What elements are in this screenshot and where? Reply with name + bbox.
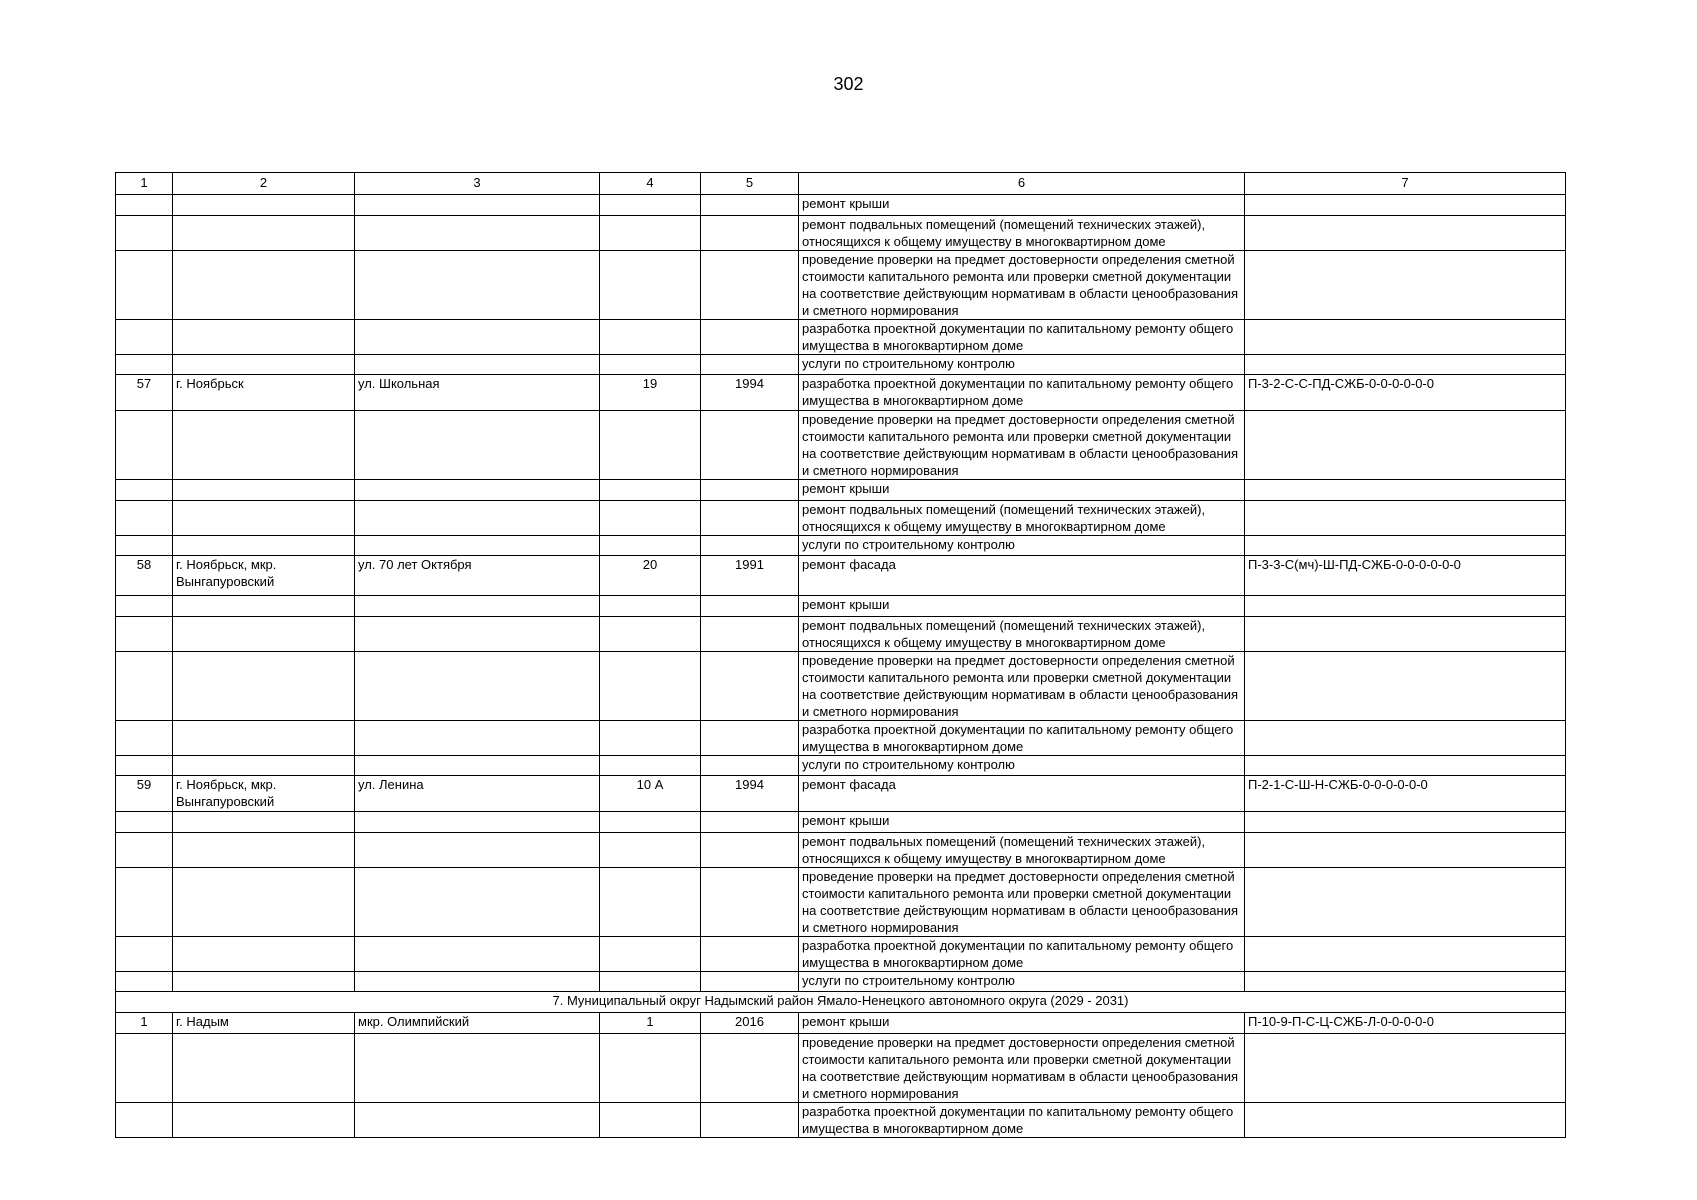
building-code-cell xyxy=(1245,355,1566,375)
house-number-cell xyxy=(600,833,701,868)
capital-repair-table xyxy=(115,172,1566,1138)
building-code-cell xyxy=(1245,1103,1566,1138)
house-number-cell xyxy=(600,251,701,320)
table-row xyxy=(116,756,1566,776)
house-number-cell xyxy=(600,868,701,937)
street-cell xyxy=(355,320,600,355)
house-number-cell xyxy=(600,756,701,776)
street-cell xyxy=(355,501,600,536)
locality-cell xyxy=(173,1103,355,1138)
year-built-cell xyxy=(701,501,799,536)
year-built-cell xyxy=(701,536,799,556)
row-number-cell: 1 xyxy=(116,1013,173,1034)
row-number-cell xyxy=(116,195,173,216)
row-number-cell xyxy=(116,1103,173,1138)
year-built-cell xyxy=(701,833,799,868)
locality-cell xyxy=(173,617,355,652)
work-type-cell: проведение проверки на предмет достоверности определения сметной стоимости капитального ремонта или проверки сметной документации на соответствие действующим нормативам в области ценообразования и сметного нормирования xyxy=(799,652,1245,721)
year-built-cell xyxy=(701,972,799,992)
row-number-cell xyxy=(116,868,173,937)
year-built-cell xyxy=(701,812,799,833)
locality-cell: г. Ноябрьск, мкр. Вынгапуровский xyxy=(173,776,355,812)
work-type-cell: разработка проектной документации по капитальному ремонту общего имущества в многоквартирном доме xyxy=(799,937,1245,972)
house-number-cell xyxy=(600,320,701,355)
row-number-cell xyxy=(116,596,173,617)
year-built-cell xyxy=(701,355,799,375)
table-row xyxy=(116,1013,1566,1034)
street-cell xyxy=(355,812,600,833)
street-cell xyxy=(355,1034,600,1103)
locality-cell xyxy=(173,320,355,355)
year-built-cell: 1994 xyxy=(701,375,799,411)
row-number-cell: 57 xyxy=(116,375,173,411)
page-number: 302 xyxy=(833,74,864,94)
locality-cell xyxy=(173,480,355,501)
house-number-cell: 19 xyxy=(600,375,701,411)
table-row xyxy=(116,868,1566,937)
year-built-cell xyxy=(701,868,799,937)
row-number-cell xyxy=(116,1034,173,1103)
house-number-cell xyxy=(600,937,701,972)
table-row xyxy=(116,216,1566,251)
house-number-cell xyxy=(600,1103,701,1138)
column-number-header: 4 xyxy=(600,173,701,195)
table-row xyxy=(116,355,1566,375)
building-code-cell: П-3-3-С(мч)-Ш-ПД-СЖБ-0-0-0-0-0-0 xyxy=(1245,556,1566,596)
column-number-header: 3 xyxy=(355,173,600,195)
year-built-cell xyxy=(701,216,799,251)
building-code-cell xyxy=(1245,480,1566,501)
table-row xyxy=(116,536,1566,556)
building-code-cell xyxy=(1245,596,1566,617)
locality-cell xyxy=(173,833,355,868)
street-cell xyxy=(355,355,600,375)
row-number-cell xyxy=(116,617,173,652)
street-cell xyxy=(355,195,600,216)
work-type-cell: проведение проверки на предмет достоверности определения сметной стоимости капитального ремонта или проверки сметной документации на соответствие действующим нормативам в области ценообразования и сметного нормирования xyxy=(799,868,1245,937)
column-number-header: 6 xyxy=(799,173,1245,195)
locality-cell: г. Ноябрьск xyxy=(173,375,355,411)
house-number-cell: 20 xyxy=(600,556,701,596)
row-number-cell xyxy=(116,355,173,375)
locality-cell xyxy=(173,972,355,992)
table-row xyxy=(116,596,1566,617)
building-code-cell xyxy=(1245,501,1566,536)
locality-cell xyxy=(173,355,355,375)
work-type-cell: проведение проверки на предмет достоверности определения сметной стоимости капитального ремонта или проверки сметной документации на соответствие действующим нормативам в области ценообразования и сметного нормирования xyxy=(799,411,1245,480)
locality-cell xyxy=(173,536,355,556)
year-built-cell: 1991 xyxy=(701,556,799,596)
street-cell: ул. Школьная xyxy=(355,375,600,411)
row-number-cell xyxy=(116,411,173,480)
section-title: 7. Муниципальный округ Надымский район Ямало-Ненецкого автономного округа (2029 - 2031) xyxy=(116,992,1566,1013)
house-number-cell xyxy=(600,355,701,375)
row-number-cell xyxy=(116,652,173,721)
building-code-cell xyxy=(1245,812,1566,833)
row-number-cell xyxy=(116,536,173,556)
locality-cell xyxy=(173,652,355,721)
year-built-cell xyxy=(701,411,799,480)
table-row xyxy=(116,320,1566,355)
street-cell xyxy=(355,480,600,501)
work-type-cell: разработка проектной документации по капитальному ремонту общего имущества в многоквартирном доме xyxy=(799,375,1245,411)
column-number-header-row xyxy=(116,173,1566,195)
column-number-header: 5 xyxy=(701,173,799,195)
work-type-cell: разработка проектной документации по капитальному ремонту общего имущества в многоквартирном доме xyxy=(799,1103,1245,1138)
street-cell: ул. Ленина xyxy=(355,776,600,812)
row-number-cell xyxy=(116,833,173,868)
locality-cell: г. Ноябрьск, мкр. Вынгапуровский xyxy=(173,556,355,596)
locality-cell xyxy=(173,756,355,776)
work-type-cell: услуги по строительному контролю xyxy=(799,972,1245,992)
year-built-cell xyxy=(701,1034,799,1103)
building-code-cell xyxy=(1245,195,1566,216)
column-number-header: 7 xyxy=(1245,173,1566,195)
table-row xyxy=(116,1034,1566,1103)
building-code-cell: П-3-2-С-С-ПД-СЖБ-0-0-0-0-0-0 xyxy=(1245,375,1566,411)
work-type-cell: услуги по строительному контролю xyxy=(799,536,1245,556)
year-built-cell xyxy=(701,320,799,355)
street-cell xyxy=(355,833,600,868)
house-number-cell xyxy=(600,501,701,536)
house-number-cell xyxy=(600,195,701,216)
building-code-cell xyxy=(1245,216,1566,251)
house-number-cell xyxy=(600,617,701,652)
year-built-cell xyxy=(701,596,799,617)
building-code-cell xyxy=(1245,868,1566,937)
house-number-cell xyxy=(600,216,701,251)
work-type-cell: ремонт подвальных помещений (помещений технических этажей), относящихся к общему имуществу в многоквартирном доме xyxy=(799,216,1245,251)
work-type-cell: ремонт подвальных помещений (помещений технических этажей), относящихся к общему имуществу в многоквартирном доме xyxy=(799,833,1245,868)
building-code-cell xyxy=(1245,1034,1566,1103)
building-code-cell: П-10-9-П-С-Ц-СЖБ-Л-0-0-0-0-0 xyxy=(1245,1013,1566,1034)
street-cell xyxy=(355,536,600,556)
row-number-cell xyxy=(116,480,173,501)
building-code-cell xyxy=(1245,833,1566,868)
row-number-cell: 58 xyxy=(116,556,173,596)
table-row xyxy=(116,972,1566,992)
year-built-cell xyxy=(701,1103,799,1138)
year-built-cell: 2016 xyxy=(701,1013,799,1034)
work-type-cell: проведение проверки на предмет достоверности определения сметной стоимости капитального ремонта или проверки сметной документации на соответствие действующим нормативам в области ценообразования и сметного нормирования xyxy=(799,1034,1245,1103)
year-built-cell xyxy=(701,251,799,320)
table-row xyxy=(116,480,1566,501)
work-type-cell: ремонт подвальных помещений (помещений технических этажей), относящихся к общему имуществу в многоквартирном доме xyxy=(799,501,1245,536)
table-row xyxy=(116,776,1566,812)
locality-cell xyxy=(173,501,355,536)
house-number-cell xyxy=(600,721,701,756)
building-code-cell xyxy=(1245,652,1566,721)
table-row xyxy=(116,812,1566,833)
house-number-cell xyxy=(600,480,701,501)
street-cell xyxy=(355,868,600,937)
year-built-cell xyxy=(701,480,799,501)
work-type-cell: ремонт подвальных помещений (помещений технических этажей), относящихся к общему имуществу в многоквартирном доме xyxy=(799,617,1245,652)
year-built-cell xyxy=(701,937,799,972)
year-built-cell xyxy=(701,617,799,652)
building-code-cell xyxy=(1245,972,1566,992)
street-cell xyxy=(355,216,600,251)
column-number-header: 1 xyxy=(116,173,173,195)
table-row xyxy=(116,617,1566,652)
row-number-cell xyxy=(116,937,173,972)
work-type-cell: ремонт крыши xyxy=(799,596,1245,617)
work-type-cell: услуги по строительному контролю xyxy=(799,355,1245,375)
street-cell xyxy=(355,756,600,776)
row-number-cell xyxy=(116,972,173,992)
table-row xyxy=(116,375,1566,411)
work-type-cell: ремонт фасада xyxy=(799,776,1245,812)
locality-cell xyxy=(173,812,355,833)
locality-cell xyxy=(173,937,355,972)
house-number-cell xyxy=(600,536,701,556)
locality-cell xyxy=(173,411,355,480)
locality-cell xyxy=(173,596,355,617)
table-row xyxy=(116,556,1566,596)
street-cell xyxy=(355,251,600,320)
street-cell xyxy=(355,652,600,721)
work-type-cell: разработка проектной документации по капитальному ремонту общего имущества в многоквартирном доме xyxy=(799,721,1245,756)
row-number-cell: 59 xyxy=(116,776,173,812)
table-body xyxy=(116,195,1566,1138)
table-row xyxy=(116,1103,1566,1138)
table-row xyxy=(116,195,1566,216)
locality-cell: г. Надым xyxy=(173,1013,355,1034)
table-row xyxy=(116,721,1566,756)
building-code-cell xyxy=(1245,536,1566,556)
street-cell xyxy=(355,937,600,972)
row-number-cell xyxy=(116,756,173,776)
work-type-cell: ремонт крыши xyxy=(799,195,1245,216)
year-built-cell xyxy=(701,721,799,756)
locality-cell xyxy=(173,721,355,756)
work-type-cell: услуги по строительному контролю xyxy=(799,756,1245,776)
building-code-cell xyxy=(1245,251,1566,320)
house-number-cell xyxy=(600,652,701,721)
street-cell xyxy=(355,617,600,652)
building-code-cell xyxy=(1245,721,1566,756)
street-cell: мкр. Олимпийский xyxy=(355,1013,600,1034)
work-type-cell: ремонт крыши xyxy=(799,812,1245,833)
locality-cell xyxy=(173,195,355,216)
locality-cell xyxy=(173,251,355,320)
house-number-cell xyxy=(600,411,701,480)
year-built-cell xyxy=(701,756,799,776)
locality-cell xyxy=(173,868,355,937)
year-built-cell xyxy=(701,195,799,216)
column-number-header: 2 xyxy=(173,173,355,195)
table-row xyxy=(116,411,1566,480)
row-number-cell xyxy=(116,216,173,251)
row-number-cell xyxy=(116,812,173,833)
street-cell xyxy=(355,1103,600,1138)
row-number-cell xyxy=(116,501,173,536)
table-row xyxy=(116,501,1566,536)
work-type-cell: ремонт крыши xyxy=(799,1013,1245,1034)
house-number-cell xyxy=(600,1034,701,1103)
year-built-cell xyxy=(701,652,799,721)
row-number-cell xyxy=(116,721,173,756)
row-number-cell xyxy=(116,320,173,355)
building-code-cell xyxy=(1245,411,1566,480)
building-code-cell xyxy=(1245,756,1566,776)
building-code-cell xyxy=(1245,937,1566,972)
table-row xyxy=(116,251,1566,320)
street-cell xyxy=(355,411,600,480)
work-type-cell: проведение проверки на предмет достоверности определения сметной стоимости капитального ремонта или проверки сметной документации на соответствие действующим нормативам в области ценообразования и сметного нормирования xyxy=(799,251,1245,320)
street-cell xyxy=(355,721,600,756)
house-number-cell xyxy=(600,812,701,833)
work-type-cell: разработка проектной документации по капитальному ремонту общего имущества в многоквартирном доме xyxy=(799,320,1245,355)
work-type-cell: ремонт фасада xyxy=(799,556,1245,596)
locality-cell xyxy=(173,1034,355,1103)
building-code-cell: П-2-1-С-Ш-Н-СЖБ-0-0-0-0-0-0 xyxy=(1245,776,1566,812)
table-row xyxy=(116,652,1566,721)
table-row xyxy=(116,937,1566,972)
house-number-cell xyxy=(600,972,701,992)
work-type-cell: ремонт крыши xyxy=(799,480,1245,501)
locality-cell xyxy=(173,216,355,251)
street-cell xyxy=(355,596,600,617)
section-header-row xyxy=(116,992,1566,1013)
year-built-cell: 1994 xyxy=(701,776,799,812)
row-number-cell xyxy=(116,251,173,320)
street-cell xyxy=(355,972,600,992)
house-number-cell: 1 xyxy=(600,1013,701,1034)
street-cell: ул. 70 лет Октября xyxy=(355,556,600,596)
house-number-cell: 10 А xyxy=(600,776,701,812)
building-code-cell xyxy=(1245,617,1566,652)
table-row xyxy=(116,833,1566,868)
house-number-cell xyxy=(600,596,701,617)
building-code-cell xyxy=(1245,320,1566,355)
